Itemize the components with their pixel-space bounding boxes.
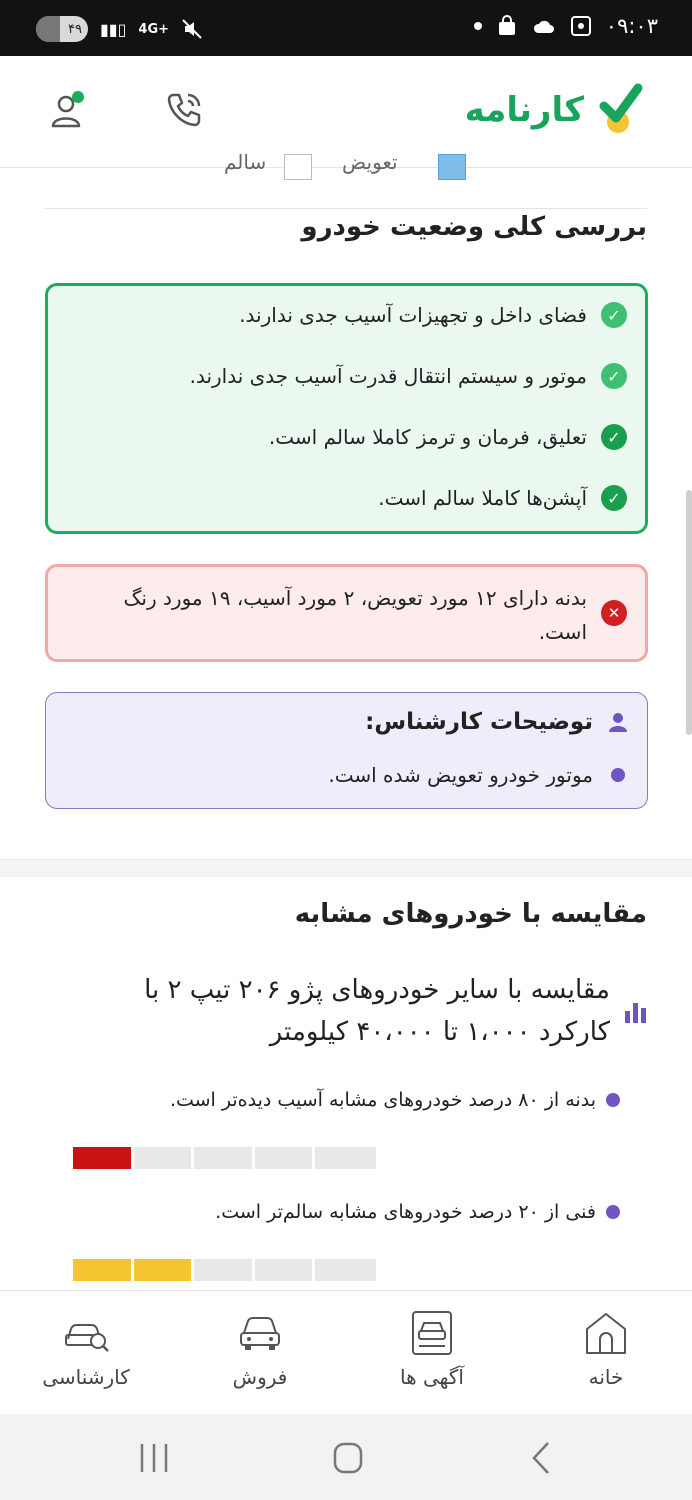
bullet-icon [611, 768, 625, 782]
status-right [474, 14, 658, 38]
comparison-title: مقایسه با خودروهای مشابه [294, 899, 647, 929]
divider [45, 208, 647, 209]
bar-chart-icon [624, 1001, 648, 1025]
body-damage-text: بدنه دارای ۱۲ مورد تعویض، ۲ مورد آسیب، ۱۹ مورد رنگ است. [123, 586, 587, 644]
comparison-row [215, 1201, 620, 1223]
battery-level: ۴۹ [68, 21, 82, 37]
legend-replaced-label: تعویض [342, 150, 398, 174]
bar-segment [255, 1259, 316, 1281]
bar-segment [315, 1259, 376, 1281]
nav-ads[interactable] [362, 1309, 502, 1389]
user-account-icon[interactable] [48, 90, 88, 130]
logo-text: کارنامه [464, 90, 584, 130]
healthy-item [378, 485, 627, 511]
car-icon [236, 1309, 284, 1357]
body-legend [0, 150, 692, 182]
car-search-icon [62, 1309, 110, 1357]
nav-label: خانه [588, 1365, 624, 1389]
screenshot-icon [570, 15, 592, 37]
comparison-heading: مقایسه با سایر خودروهای پژو ۲۰۶ تیپ ۲ با کارکرد ۱،۰۰۰ تا ۴۰،۰۰۰ کیلومتر [144, 975, 610, 1047]
nav-expert-check[interactable] [16, 1309, 156, 1389]
comparison-row-text: بدنه از ۸۰ درصد خودروهای مشابه آسیب دیده‌تر است. [169, 1089, 596, 1111]
legend-healthy-swatch [284, 154, 312, 180]
comparison-row-text: فنی از ۲۰ درصد خودروهای مشابه سالم‌تر است. [215, 1201, 596, 1223]
nav-home[interactable] [536, 1309, 676, 1389]
body-damage-box [45, 564, 648, 662]
expert-notes-title [365, 709, 629, 735]
healthy-items-box [45, 283, 648, 534]
expert-notes-box [45, 692, 648, 809]
system-navigation-bar [0, 1414, 692, 1500]
notification-dot-icon [474, 22, 482, 30]
logo-check-icon [592, 82, 642, 138]
expert-note-text: موتور خودرو تعویض شده است. [328, 763, 593, 787]
home-icon [582, 1309, 630, 1357]
healthy-item [239, 302, 627, 328]
bar-segment [194, 1259, 255, 1281]
legend-healthy-label: سالم [224, 150, 267, 174]
nav-sell[interactable] [190, 1309, 330, 1389]
bar-segment [194, 1147, 255, 1169]
bullet-icon [606, 1205, 620, 1219]
status-bar [0, 0, 692, 56]
signal-icon: ▮▮▯ [100, 19, 127, 39]
nav-label: کارشناسی [42, 1365, 130, 1389]
legend-replaced-swatch [438, 154, 466, 180]
error-icon: ✕ [601, 600, 627, 626]
healthy-item-text: فضای داخل و تجهیزات آسیب جدی ندارند. [239, 303, 587, 327]
home-button-icon[interactable] [328, 1440, 368, 1476]
battery-icon [36, 16, 88, 42]
person-icon [607, 711, 629, 733]
healthy-item-text: تعلیق، فرمان و ترمز کاملا سالم است. [268, 425, 587, 449]
check-icon: ✓ [601, 424, 627, 450]
mute-icon [181, 18, 203, 40]
phone-icon[interactable] [164, 90, 204, 130]
bar-segment [255, 1147, 316, 1169]
comparison-bar [73, 1259, 376, 1281]
nav-label: فروش [232, 1365, 288, 1389]
vehicle-overview-card [0, 150, 692, 860]
bar-segment [134, 1259, 195, 1281]
comparison-row [170, 1089, 620, 1111]
healthy-item-text: آپشن‌ها کاملا سالم است. [378, 486, 587, 510]
bar-segment [73, 1259, 134, 1281]
cloud-icon [532, 16, 556, 36]
overview-title: بررسی کلی وضعیت خودرو [301, 212, 647, 242]
back-icon[interactable] [522, 1440, 562, 1476]
bullet-icon [606, 1093, 620, 1107]
check-icon: ✓ [601, 363, 627, 389]
nav-label: آگهی ها [400, 1365, 464, 1389]
check-icon: ✓ [601, 485, 627, 511]
expert-note-item [328, 763, 625, 787]
bar-segment [134, 1147, 195, 1169]
shopping-bag-icon [496, 15, 518, 37]
expert-title-text: توضیحات کارشناس: [365, 709, 593, 735]
recent-apps-icon[interactable] [134, 1440, 174, 1476]
scrollbar-thumb[interactable] [686, 490, 692, 735]
healthy-item [269, 424, 627, 450]
status-left [36, 16, 203, 42]
brand-logo[interactable] [465, 82, 642, 138]
comparison-bar [73, 1147, 376, 1169]
check-icon: ✓ [601, 302, 627, 328]
healthy-item-text: موتور و سیستم انتقال قدرت آسیب جدی ندارند. [189, 364, 587, 388]
comparison-card [0, 877, 692, 1297]
bar-segment [315, 1147, 376, 1169]
ads-icon [408, 1309, 456, 1357]
bottom-navigation [0, 1290, 692, 1414]
network-label: 4G+ [138, 21, 170, 37]
status-time: ۰۹:۰۳ [605, 14, 658, 38]
bar-segment [73, 1147, 134, 1169]
healthy-item [190, 363, 627, 389]
